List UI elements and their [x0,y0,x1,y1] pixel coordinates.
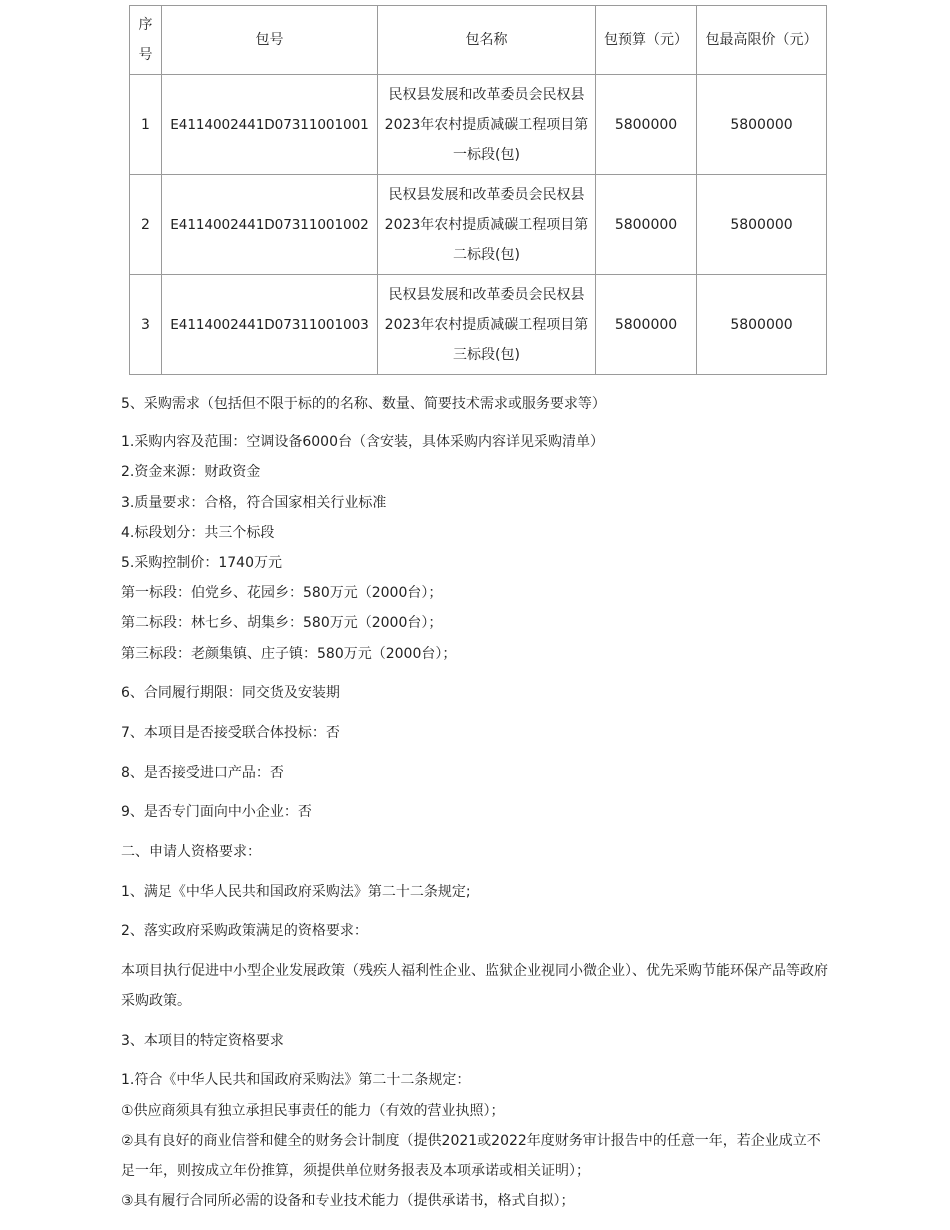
table-row [130,75,827,175]
cell-no: 1 [130,75,162,175]
section-5-title: 5、采购需求（包括但不限于标的的名称、数量、简要技术需求或服务要求等） [121,396,606,412]
requirement-item: 1.采购内容及范围：空调设备6000台（含安装，具体采购内容详见采购清单） [121,434,604,450]
section-9: 9、是否专门面向中小企业：否 [121,804,312,820]
requirement-item: 第三标段：老颜集镇、庄子镇：580万元（2000台）； [121,646,457,662]
section-8: 8、是否接受进口产品：否 [121,765,284,781]
header-max-price: 包最高限价（元） [697,6,827,75]
requirement-item: 第二标段：林七乡、胡集乡：580万元（2000台）； [121,615,443,631]
cell-name: 民权县发展和改革委员会民权县2023年农村提质减碳工程项目第二标段(包) [378,175,596,275]
cell-no: 2 [130,175,162,275]
qualification-2-text: 本项目执行促进中小型企业发展政策（残疾人福利性企业、监狱企业视同小微企业）、优先采购节能环保产品等政府采购政策。 [121,963,828,1009]
header-no: 序号 [130,6,162,75]
cell-code: E4114002441D07311001002 [162,175,378,275]
requirement-item: 5.采购控制价：1740万元 [121,555,282,571]
cell-budget: 5800000 [596,275,697,375]
specific-requirement: 1.符合《中华人民共和国政府采购法》第二十二条规定： [121,1072,471,1088]
cell-code: E4114002441D07311001003 [162,275,378,375]
cell-max-price: 5800000 [697,175,827,275]
header-name: 包名称 [378,6,596,75]
specific-requirement: ②具有良好的商业信誉和健全的财务会计制度（提供2021或2022年度财务审计报告中的任意一年，若企业成立不足一年，则按成立年份推算，须提供单位财务报表及本项承诺或相关证明）； [121,1133,821,1179]
cell-code: E4114002441D07311001001 [162,75,378,175]
cell-budget: 5800000 [596,175,697,275]
section-6: 6、合同履行期限：同交货及安装期 [121,685,340,701]
part-2-title: 二、申请人资格要求： [121,844,261,860]
header-code: 包号 [162,6,378,75]
package-table [129,5,827,375]
requirement-item: 2.资金来源：财政资金 [121,464,261,480]
cell-max-price: 5800000 [697,75,827,175]
cell-no: 3 [130,275,162,375]
table-header-row [130,6,827,75]
requirement-item: 第一标段：伯党乡、花园乡：580万元（2000台）； [121,585,443,601]
qualification-2: 2、落实政府采购政策满足的资格要求： [121,923,368,939]
header-budget: 包预算（元） [596,6,697,75]
specific-requirement: ①供应商须具有独立承担民事责任的能力（有效的营业执照）； [121,1103,505,1119]
requirement-item: 4.标段划分：共三个标段 [121,525,275,541]
qualification-1: 1、满足《中华人民共和国政府采购法》第二十二条规定; [121,884,471,900]
requirement-item: 3.质量要求：合格，符合国家相关行业标准 [121,495,387,511]
qualification-3: 3、本项目的特定资格要求 [121,1033,284,1049]
cell-name: 民权县发展和改革委员会民权县2023年农村提质减碳工程项目第三标段(包) [378,275,596,375]
cell-max-price: 5800000 [697,275,827,375]
table-row [130,175,827,275]
specific-requirement: ③具有履行合同所必需的设备和专业技术能力（提供承诺书，格式自拟）； [121,1193,575,1209]
table-row [130,275,827,375]
section-7: 7、本项目是否接受联合体投标：否 [121,725,340,741]
cell-budget: 5800000 [596,75,697,175]
cell-name: 民权县发展和改革委员会民权县2023年农村提质减碳工程项目第一标段(包) [378,75,596,175]
